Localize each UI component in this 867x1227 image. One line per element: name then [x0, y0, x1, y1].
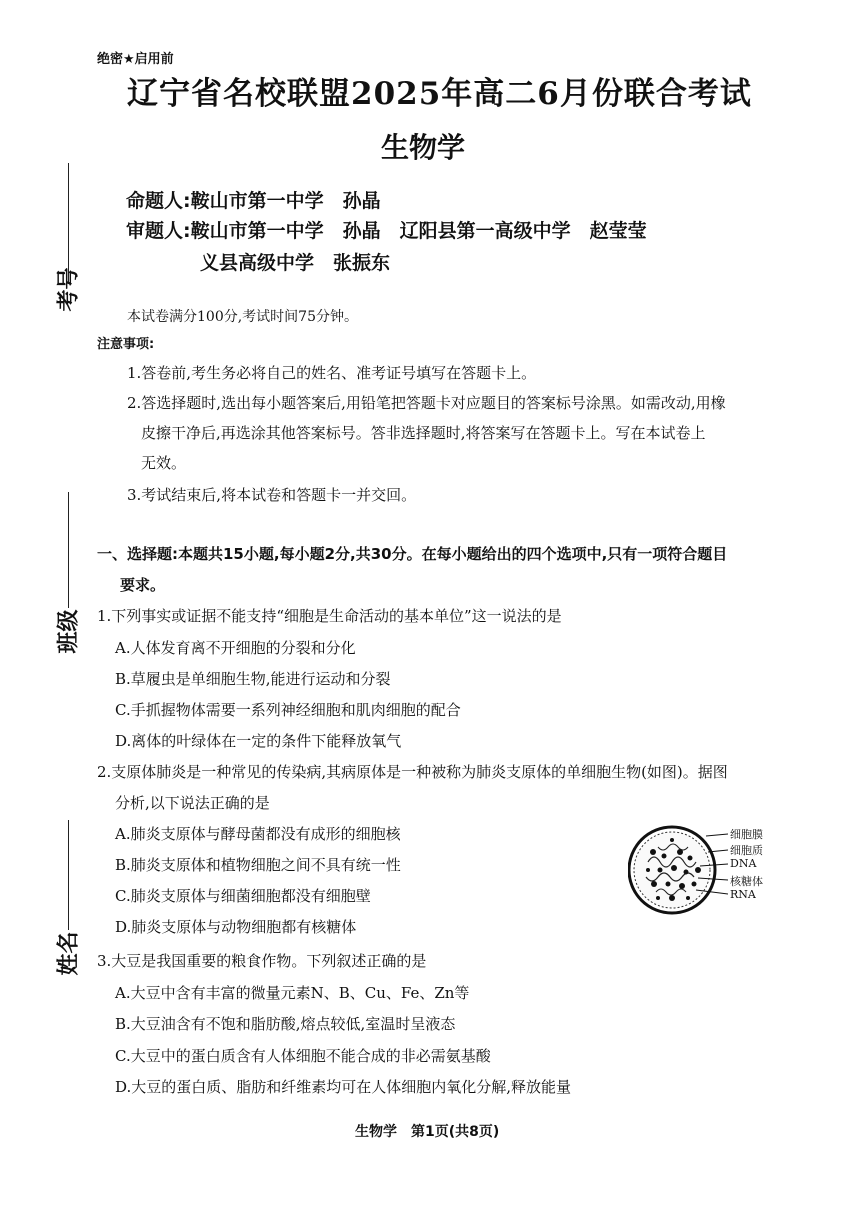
exam-no-underline [68, 163, 69, 283]
option-a: A.肺炎支原体与酵母菌都没有成形的细胞核 [115, 825, 401, 843]
notice-heading: 注意事项: [97, 337, 155, 352]
exam-no-label: 考号 [56, 267, 82, 312]
label-rna: RNA [730, 888, 756, 901]
secret-mark: 绝密★启用前 [97, 52, 174, 67]
question-stem: 1.下列事实或证据不能支持“细胞是生命活动的基本单位”这一说法的是 [97, 607, 562, 625]
option-c: C.肺炎支原体与细菌细胞都没有细胞壁 [115, 887, 371, 905]
section-heading: 一、选择题:本题共15小题,每小题2分,共30分。在每小题给出的四个选项中,只有一项符合题目 [97, 545, 728, 563]
section-heading-cont: 要求。 [120, 576, 166, 594]
cell-diagram [628, 822, 728, 918]
option-b: B.肺炎支原体和植物细胞之间不具有统一性 [115, 856, 401, 874]
option-d: D.离体的叶绿体在一定的条件下能释放氧气 [115, 732, 402, 750]
name-underline [68, 820, 69, 930]
mycoplasma-figure [628, 822, 798, 918]
notice-item: 2.答选择题时,选出每小题答案后,用铅笔把答题卡对应题目的答案标号涂黑。如需改动,用橡 [127, 394, 726, 412]
option-c: C.大豆中的蛋白质含有人体细胞不能合成的非必需氨基酸 [115, 1047, 491, 1065]
subject-title: 生物学 [381, 131, 466, 164]
option-b: B.大豆油含有不饱和脂肪酸,熔点较低,室温时呈液态 [115, 1015, 456, 1033]
option-b: B.草履虫是单细胞生物,能进行运动和分裂 [115, 670, 391, 688]
exam-info: 本试卷满分100分,考试时间75分钟。 [127, 309, 358, 325]
reviewer-line-2: 义县高级中学 张振东 [200, 252, 391, 274]
proposer-line: 命题人:鞍山市第一中学 孙晶 [126, 190, 381, 212]
name-label: 姓名 [56, 931, 82, 976]
label-cytoplasm: 细胞质 [730, 844, 763, 857]
option-d: D.大豆的蛋白质、脂肪和纤维素均可在人体细胞内氧化分解,释放能量 [115, 1078, 572, 1096]
label-cell-membrane: 细胞膜 [730, 828, 763, 841]
notice-item: 1.答卷前,考生务必将自己的姓名、准考证号填写在答题卡上。 [127, 364, 537, 382]
option-a: A.大豆中含有丰富的微量元素N、B、Cu、Fe、Zn等 [115, 984, 470, 1002]
class-label: 班级 [56, 609, 82, 654]
question-stem: 3.大豆是我国重要的粮食作物。下列叙述正确的是 [97, 952, 427, 970]
option-c: C.手抓握物体需要一系列神经细胞和肌肉细胞的配合 [115, 701, 461, 719]
option-a: A.人体发育离不开细胞的分裂和分化 [115, 639, 356, 657]
exam-title: 辽宁省名校联盟2025年高二6月份联合考试 [127, 76, 752, 112]
notice-item: 3.考试结束后,将本试卷和答题卡一并交回。 [127, 486, 417, 504]
reviewer-line-1: 审题人:鞍山市第一中学 孙晶 辽阳县第一高级中学 赵莹莹 [126, 220, 647, 242]
class-underline [68, 492, 69, 608]
question-stem-cont: 分析,以下说法正确的是 [115, 794, 270, 812]
label-dna: DNA [730, 857, 757, 870]
question-stem: 2.支原体肺炎是一种常见的传染病,其病原体是一种被称为肺炎支原体的单细胞生物(如图)。据图 [97, 763, 728, 781]
page-footer: 生物学 第1页(共8页) [355, 1124, 500, 1140]
option-d: D.肺炎支原体与动物细胞都有核糖体 [115, 918, 357, 936]
notice-item: 皮擦干净后,再选涂其他答案标号。答非选择题时,将答案写在答题卡上。写在本试卷上 [141, 424, 706, 442]
notice-item: 无效。 [141, 454, 187, 472]
label-ribosome: 核糖体 [730, 875, 763, 888]
